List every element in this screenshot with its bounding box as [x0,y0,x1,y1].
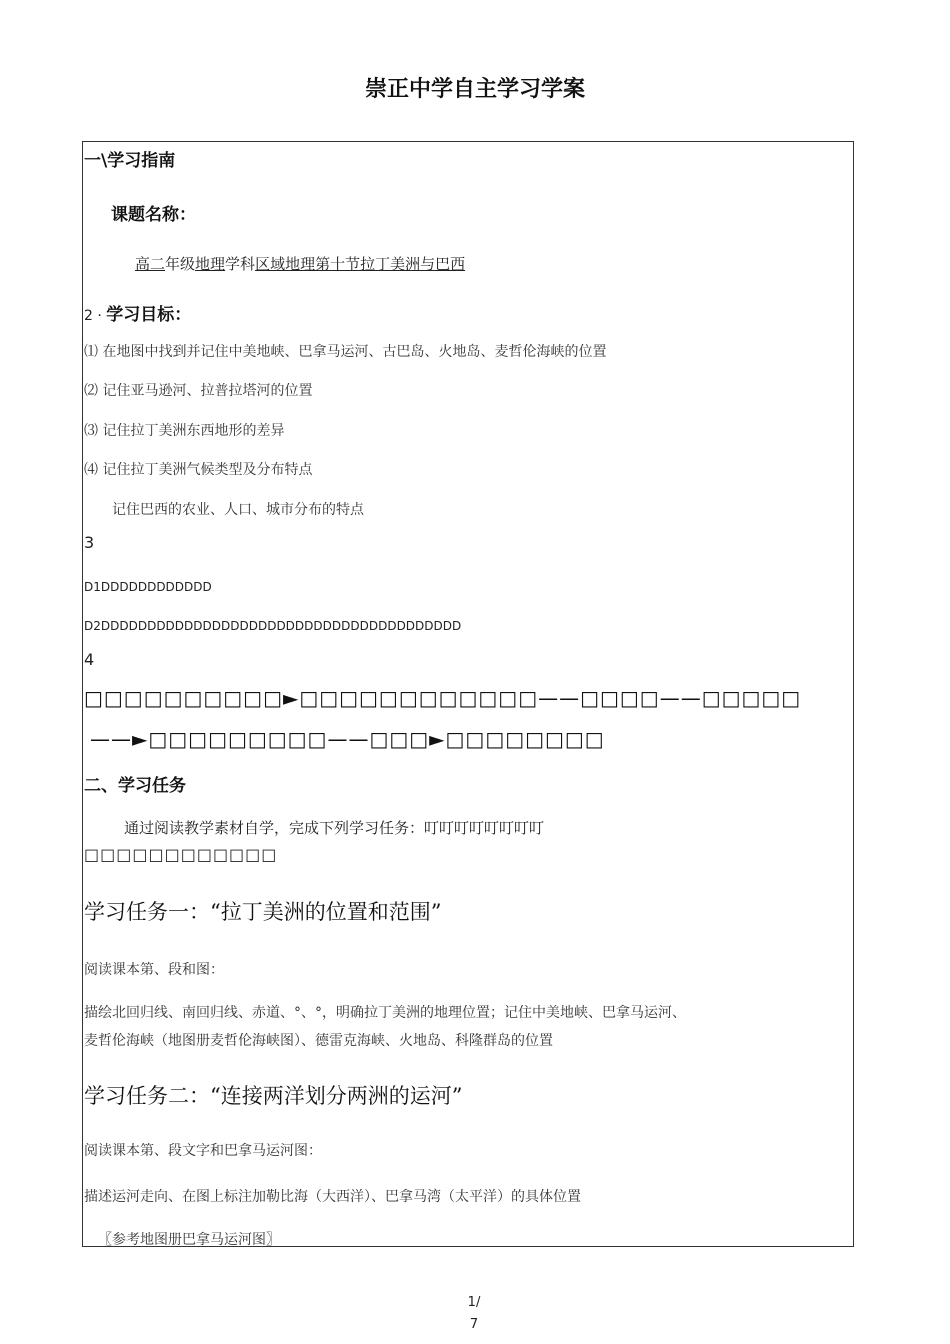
topic-line [135,253,465,274]
d2-line: D2DDDDDDDDDDDDDDDDDDDDDDDDDDDDDDDDDDDDDDD [84,619,462,633]
topic-subject-suffix: 学科 [225,255,256,273]
objectives-heading [84,300,191,325]
topic-label: 课题名称： [111,205,196,225]
task-2-read: 阅读课本第、段文字和巴拿马运河图： [84,1143,322,1159]
section-4-number: 4 [84,650,95,669]
topic-lesson: 区域地理第十节拉丁美洲与巴西 [255,255,466,273]
page-total: 7 [469,1317,479,1332]
task-2-title: 学习任务二：“连接两洋划分两洲的运河” [84,1084,463,1108]
tasks-intro-boxes: □□□□□□□□□□□□ [84,845,278,864]
task-1-read: 阅读课本第、段和图： [84,962,224,978]
objective-item: ⑶ 记住拉丁美洲东西地形的差异 [84,423,285,439]
objective-item: 记住巴西的农业、人口、城市分布的特点 [112,502,364,518]
task-1-desc-line-2: 麦哲伦海峡（地图册麦哲伦海峡图）、德雷克海峡、火地岛、科隆群岛的位置 [84,1033,553,1049]
page-current: 1/ [467,1295,481,1310]
objectives-heading-num: 2 · [84,308,107,324]
document-title: 崇正中学自主学习学案 [364,77,585,102]
section-3-number: 3 [84,533,95,552]
page-number [464,1292,484,1336]
objectives-heading-text: 学习目标： [106,305,192,325]
objective-item: ⑵ 记住亚马逊河、拉普拉塔河的位置 [84,383,313,399]
task-2-desc: 描述运河走向、在图上标注加勒比海（大西洋）、巴拿马湾（太平洋）的具体位置 [84,1189,581,1205]
task-2-reference: 〖参考地图册巴拿马运河图〗 [98,1232,280,1248]
topic-subject: 地理 [195,255,226,273]
tasks-intro: 通过阅读教学素材自学，完成下列学习任务：叮叮叮叮叮叮叮叮 [124,819,545,837]
topic-grade-suffix: 年级 [165,255,196,273]
d1-line: D1DDDDDDDDDDDD [84,580,212,594]
objective-item: ⑴ 在地图中找到并记住中美地峡、巴拿马运河、古巴岛、火地岛、麦哲伦海峡的位置 [84,344,607,360]
tasks-heading: 二、学习任务 [84,776,186,796]
guide-heading: 一\学习指南 [84,151,176,171]
objective-item: ⑷ 记住拉丁美洲气候类型及分布特点 [84,462,313,478]
flow-line-1: □□□□□□□□□□►□□□□□□□□□□□□——□□□□——□□□□□ [84,686,802,710]
task-1-title: 学习任务一：“拉丁美洲的位置和范围” [84,900,442,924]
flow-line-2: ——►□□□□□□□□□——□□□►□□□□□□□□ [90,727,605,751]
topic-grade: 高二 [135,255,166,273]
task-1-desc-line-1: 描绘北回归线、南回归线、赤道、°、°，明确拉丁美洲的地理位置；记住中美地峡、巴拿马运河、 [84,1005,686,1021]
